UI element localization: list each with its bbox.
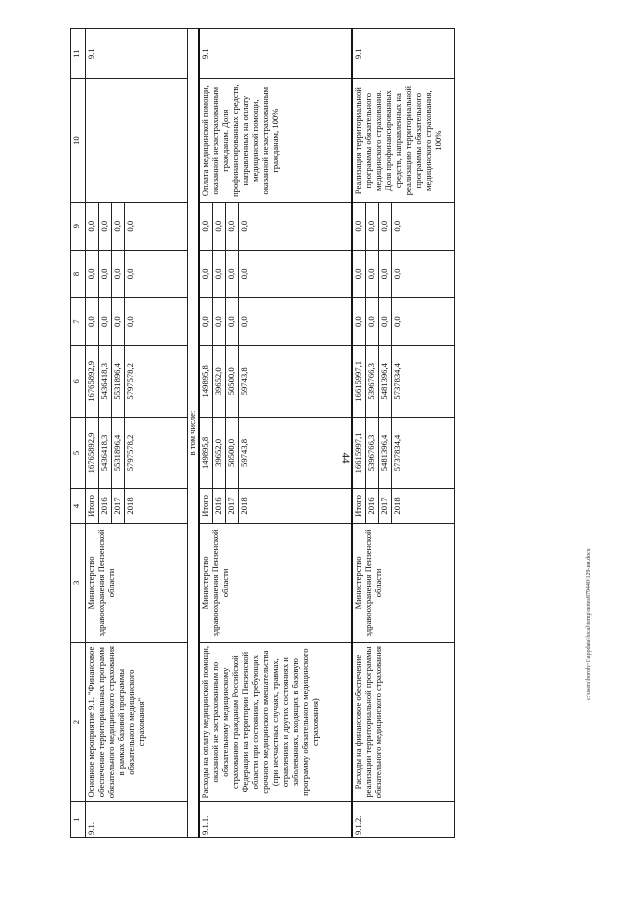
indicator-link: 9.1 [199,29,352,79]
year-cell: 2016 [365,489,378,523]
col7-cell: 0,0 [199,298,212,346]
year-cell: 2016 [212,489,225,523]
col9-cell: 0,0 [111,202,124,250]
header-cell: 3 [71,523,86,642]
col9-cell: 0,0 [225,202,238,250]
total-cell: 39652,0 [212,417,225,489]
footer-path: c:\users\boroh~1\appdata\local\temp\notes879440\129-ия.docx [586,548,592,700]
regional-budget-cell: 59743,8 [238,346,352,418]
year-cell: Итого [199,489,212,523]
col7-cell: 0,0 [124,298,187,346]
col8-cell: 0,0 [391,250,454,298]
year-cell: 2017 [378,489,391,523]
total-cell: 16765892,9 [86,417,99,489]
indicator: Реализация территориальной программы обязательного медицинского страхования. Доля профинансированных средств, направленных на реализацию территориальной программы обязательного медицинского страхования, 100% [352,79,454,202]
col8-cell: 0,0 [225,250,238,298]
col9-cell: 0,0 [124,202,187,250]
total-cell: 149895,8 [199,417,212,489]
year-cell: 2018 [391,489,454,523]
in-tom-chisle-label: в том числе: [187,29,198,838]
col8-cell: 0,0 [199,250,212,298]
total-cell: 5481396,4 [378,417,391,489]
col9-cell: 0,0 [391,202,454,250]
col7-cell: 0,0 [352,298,365,346]
col7-cell: 0,0 [238,298,352,346]
col7-cell: 0,0 [111,298,124,346]
regional-budget-cell: 50500,0 [225,346,238,418]
col7-cell: 0,0 [98,298,111,346]
col7-cell: 0,0 [212,298,225,346]
header-cell: 8 [71,250,86,298]
col8-cell: 0,0 [238,250,352,298]
measure-name: Расходы на финансовое обеспечение реализации территориальной программы обязательного медицинского страхования [352,643,454,802]
col9-cell: 0,0 [212,202,225,250]
year-cell: 2018 [124,489,187,523]
col7-cell: 0,0 [225,298,238,346]
col9-cell: 0,0 [199,202,212,250]
executor: Министерство здравоохранения Пензенской области [352,523,454,642]
header-cell: 1 [71,802,86,838]
program-table [70,28,455,838]
year-cell: 2016 [98,489,111,523]
measure-name: Основное мероприятие 9.1. "Финансовое обеспечение территориальных программ обязательного медицинского страхования в рамках базовой программы обязательного медицинского страхования" [86,643,188,802]
year-cell: 2018 [238,489,352,523]
header-cell: 9 [71,202,86,250]
year-cell: Итого [86,489,99,523]
row-number: 9.1. [86,802,188,838]
total-cell: 5396766,3 [365,417,378,489]
header-cell: 7 [71,298,86,346]
measure-name: Расходы на оплату медицинской помощи, оказанной не застрахованным по обязательному медицинскому страхованию гражданам Российской Федерации на территории Пензенской области при состояниях, требующих срочного медицинского вмешательства (при несчастных случаях, травмах, отравлениях и других состояниях и заболеваниях, входящих в базовую программу обязательного медицинского страхования) [199,643,352,802]
header-cell: 6 [71,346,86,418]
indicator: Оплата медицинской помощи, оказанной незастрахованным гражданам. Доля профинансированных средств, направленных на оплату медицинской помощи, оказанной незастрахованным гражданам, 100% [199,79,352,202]
rotated-page [70,28,595,838]
regional-budget-cell: 5737834,4 [391,346,454,418]
table-row [352,29,365,838]
total-cell: 5531896,4 [111,417,124,489]
header-cell: 5 [71,417,86,489]
regional-budget-cell: 16765892,9 [86,346,99,418]
col9-cell: 0,0 [238,202,352,250]
header-cell: 4 [71,489,86,523]
regional-budget-cell: 5797578,2 [124,346,187,418]
col8-cell: 0,0 [378,250,391,298]
total-cell: 59743,8 [238,417,352,489]
indicator [86,79,188,202]
col9-cell: 0,0 [378,202,391,250]
col8-cell: 0,0 [212,250,225,298]
indicator-link: 9.1 [352,29,454,79]
total-cell: 5737834,4 [391,417,454,489]
col8-cell: 0,0 [98,250,111,298]
year-cell: Итого [352,489,365,523]
header-row [71,29,86,838]
executor: Министерство здравоохранения Пензенской области [199,523,352,642]
header-cell: 10 [71,79,86,202]
executor: Министерство здравоохранения Пензенской области [86,523,188,642]
col8-cell: 0,0 [124,250,187,298]
col7-cell: 0,0 [378,298,391,346]
regional-budget-cell: 5396766,3 [365,346,378,418]
col7-cell: 0,0 [365,298,378,346]
col8-cell: 0,0 [111,250,124,298]
col8-cell: 0,0 [352,250,365,298]
header-cell: 11 [71,29,86,79]
row-number: 9.1.1. [199,802,352,838]
regional-budget-cell: 5481396,4 [378,346,391,418]
indicator-link: 9.1 [86,29,188,79]
regional-budget-cell: 39652,0 [212,346,225,418]
col9-cell: 0,0 [352,202,365,250]
col8-cell: 0,0 [365,250,378,298]
in-tom-chisle-row [187,29,198,838]
col8-cell: 0,0 [86,250,99,298]
regional-budget-cell: 5531896,4 [111,346,124,418]
total-cell: 5436418,3 [98,417,111,489]
col9-cell: 0,0 [98,202,111,250]
row-number: 9.1.2. [352,802,454,838]
header-cell: 2 [71,643,86,802]
table-row [199,29,212,838]
year-cell: 2017 [111,489,124,523]
total-cell: 5797578,2 [124,417,187,489]
col9-cell: 0,0 [86,202,99,250]
total-cell: 50500,0 [225,417,238,489]
total-cell: 16615997,1 [352,417,365,489]
regional-budget-cell: 149895,8 [199,346,212,418]
regional-budget-cell: 5436418,3 [98,346,111,418]
col7-cell: 0,0 [391,298,454,346]
col9-cell: 0,0 [365,202,378,250]
year-cell: 2017 [225,489,238,523]
regional-budget-cell: 16615997,1 [352,346,365,418]
table-row [86,29,99,838]
page-number: 44 [339,452,352,464]
col7-cell: 0,0 [86,298,99,346]
